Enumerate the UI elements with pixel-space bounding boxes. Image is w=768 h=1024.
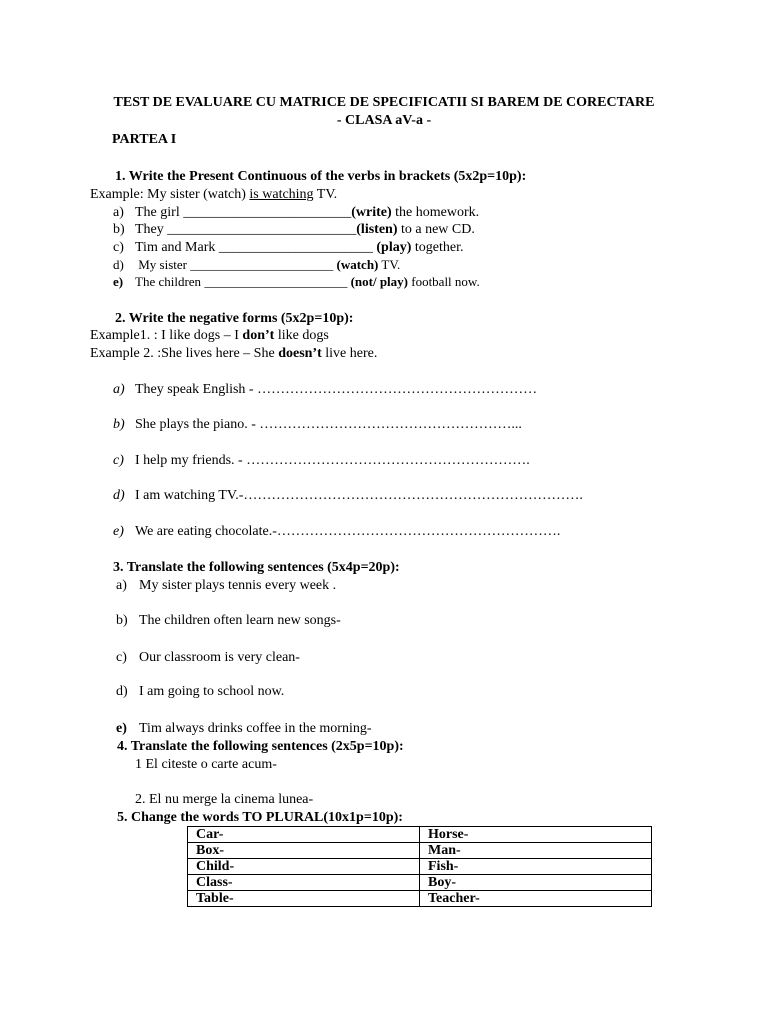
ex2-item-text: They speak English - …………………………………………………… (135, 382, 538, 397)
table-row (188, 891, 652, 907)
ex1-item (113, 257, 400, 273)
ex1-item-label: d) (113, 257, 124, 272)
ex2-item-label: b) (113, 417, 125, 432)
ex1-item (113, 222, 475, 238)
ex1-item-post: together. (411, 240, 464, 255)
ex1-item (113, 205, 479, 221)
table-cell[interactable]: Class- (188, 875, 420, 891)
ex1-item-blank[interactable]: ______________________ (190, 257, 337, 272)
ex3-item[interactable] (116, 721, 372, 737)
ex3-item[interactable] (116, 650, 300, 666)
ex3-item[interactable] (116, 684, 284, 700)
ex2-example-1-post: like dogs (274, 328, 329, 343)
table-row (188, 843, 652, 859)
ex1-item-verb: (write) (351, 205, 392, 220)
ex2-example-2 (90, 346, 377, 362)
ex1-example (90, 187, 337, 203)
ex1-item-post: TV. (378, 257, 401, 272)
ex2-example-1-bold: don’t (242, 328, 275, 343)
ex1-item-blank[interactable]: ___________________________ (167, 222, 357, 237)
ex3-item[interactable] (116, 578, 336, 594)
ex1-item-verb: (play) (376, 240, 412, 255)
ex1-item-verb: (not/ play) (350, 274, 408, 289)
ex2-item[interactable] (113, 417, 522, 433)
ex3-item-label: b) (116, 613, 128, 628)
page-title: TEST DE EVALUARE CU MATRICE DE SPECIFICATII SI BAREM DE CORECTARE (113, 95, 655, 110)
table-cell[interactable]: Car- (188, 827, 420, 843)
ex1-example-post: TV. (313, 187, 338, 202)
ex4-item[interactable]: 1 El citeste o carte acum- (135, 757, 277, 772)
ex5-heading: 5. Change the words TO PLURAL(10x1p=10p): (117, 810, 403, 825)
table-row (188, 875, 652, 891)
ex1-item-pre: Tim and Mark (135, 240, 219, 255)
table-cell[interactable]: Teacher- (420, 891, 652, 907)
ex3-heading: 3. Translate the following sentences (5x4p=20p): (113, 560, 400, 575)
ex2-item-text: I help my friends. - ……………………………………………………. (135, 453, 530, 468)
table-cell[interactable]: Table- (188, 891, 420, 907)
ex2-example-2-post: live here. (321, 346, 378, 361)
table-cell[interactable]: Child- (188, 859, 420, 875)
ex4-heading: 4. Translate the following sentences (2x5p=10p): (117, 739, 404, 754)
ex2-heading: 2. Write the negative forms (5x2p=10p): (115, 311, 354, 326)
ex2-item-text: I am watching TV.-………………………………………………………………. (135, 488, 583, 503)
ex2-example-1 (90, 328, 329, 344)
ex1-item-post: football now. (407, 274, 480, 289)
ex2-example-2-pre: Example 2. :She lives here – She (90, 346, 279, 361)
plural-table (187, 826, 652, 907)
ex2-item[interactable] (113, 524, 560, 540)
ex2-item[interactable] (113, 453, 530, 469)
ex1-item-pre: My sister (135, 257, 191, 272)
ex3-item-label: a) (116, 578, 127, 593)
ex3-item-text: Tim always drinks coffee in the morning- (139, 721, 372, 736)
ex2-item-text: We are eating chocolate.-……………………………………………………. (135, 524, 561, 539)
ex1-item-blank[interactable]: ________________________ (183, 205, 352, 220)
ex1-item-blank[interactable]: ______________________ (218, 240, 377, 255)
ex4-item[interactable]: 2. El nu merge la cinema lunea- (135, 792, 314, 807)
class-subtitle: - CLASA aV-a - (336, 113, 432, 128)
table-row (188, 859, 652, 875)
table-cell[interactable]: Fish- (420, 859, 652, 875)
ex1-item-post: the homework. (391, 205, 480, 220)
ex2-item[interactable] (113, 382, 537, 398)
ex1-item-verb: (watch) (336, 257, 379, 272)
ex1-example-answer: is watching (249, 187, 314, 202)
ex1-item-label: c) (113, 240, 124, 255)
ex1-item-label: b) (113, 222, 125, 237)
table-cell[interactable]: Box- (188, 843, 420, 859)
ex3-item-text: The children often learn new songs- (139, 613, 341, 628)
ex2-item[interactable] (113, 488, 583, 504)
table-cell[interactable]: Horse- (420, 827, 652, 843)
ex1-item-label: a) (113, 205, 124, 220)
ex1-item-verb: (listen) (356, 222, 398, 237)
ex3-item-text: I am going to school now. (139, 684, 285, 699)
ex1-item-post: to a new CD. (397, 222, 475, 237)
ex1-item (113, 274, 480, 290)
ex1-item (113, 240, 464, 256)
ex3-item-text: My sister plays tennis every week . (139, 578, 337, 593)
ex1-heading: 1. Write the Present Continuous of the verbs in brackets (5x2p=10p): (115, 169, 527, 184)
ex3-item-text: Our classroom is very clean- (139, 650, 300, 665)
ex3-item-label: e) (116, 721, 127, 736)
ex2-example-2-bold: doesn’t (278, 346, 322, 361)
ex2-item-label: e) (113, 524, 124, 539)
ex1-example-pre: Example: My sister (watch) (90, 187, 250, 202)
ex2-item-label: a) (113, 382, 125, 397)
ex2-item-label: d) (113, 488, 125, 503)
ex1-item-pre: The children (135, 274, 205, 289)
ex2-example-1-pre: Example1. : I like dogs – I (90, 328, 243, 343)
ex1-item-label: e) (113, 274, 124, 289)
table-row (188, 827, 652, 843)
table-cell[interactable]: Boy- (420, 875, 652, 891)
ex2-item-text: She plays the piano. - ………………………………………………... (135, 417, 522, 432)
ex1-item-pre: The girl (135, 205, 184, 220)
ex3-item-label: d) (116, 684, 128, 699)
ex1-item-blank[interactable]: ______________________ (204, 274, 351, 289)
ex3-item[interactable] (116, 613, 341, 629)
table-cell[interactable]: Man- (420, 843, 652, 859)
ex1-item-pre: They (135, 222, 168, 237)
ex2-item-label: c) (113, 453, 124, 468)
part-heading: PARTEA I (112, 132, 177, 147)
ex3-item-label: c) (116, 650, 127, 665)
